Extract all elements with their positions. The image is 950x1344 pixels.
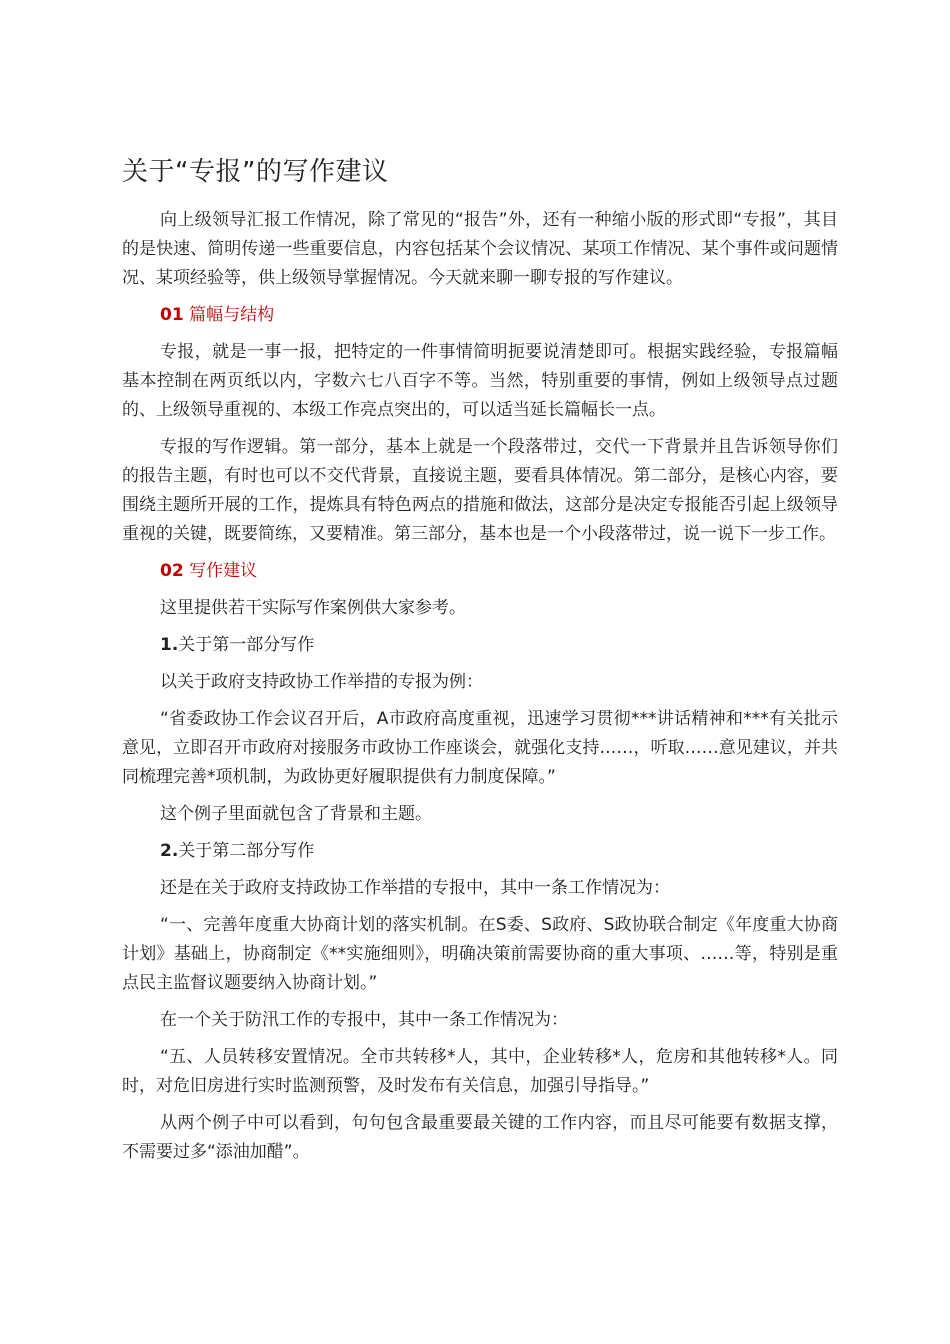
section-number: 01	[160, 305, 184, 325]
document-title: 关于“专报”的写作建议	[122, 157, 389, 187]
section-title: 写作建议	[189, 561, 258, 581]
body-paragraph: 专报，就是一事一报，把特定的一件事情简明扼要说清楚即可。根据实践经验，专报篇幅基本控制在两页纸以内，字数六七八百字不等。当然，特别重要的事情，例如上级领导点过题的、上级领导重视的、本级工作亮点突出的，可以适当延长篇幅长一点。	[122, 342, 838, 420]
sub-heading-number: 1.	[160, 635, 179, 655]
body-paragraph: 这个例子里面就包含了背景和主题。	[160, 804, 432, 824]
body-paragraph: 这里提供若干实际写作案例供大家参考。	[160, 598, 466, 618]
document-page	[122, 150, 838, 1175]
section-title: 篇幅与结构	[189, 305, 275, 325]
sub-heading-2	[122, 837, 838, 866]
body-paragraph: 以关于政府支持政协工作举措的专报为例：	[160, 672, 483, 692]
sub-heading-1	[122, 631, 838, 660]
sub-heading-title: 关于第一部分写作	[178, 635, 315, 655]
quote-paragraph: “一、完善年度重大协商计划的落实机制。在S委、S政府、S政协联合制定《年度重大协商计划》基础上，协商制定《**实施细则》，明确决策前需要协商的重大事项、……等，特别是重点民主监督议题要纳入协商计划。”	[122, 915, 838, 993]
body-paragraph: 专报的写作逻辑。第一部分，基本上就是一个段落带过，交代一下背景并且告诉领导你们的报告主题，有时也可以不交代背景，直接说主题，要看具体情况。第二部分，是核心内容，要围绕主题所开展的工作，提炼具有特色两点的措施和做法，这部分是决定专报能否引起上级领导重视的关键，既要简练，又要精准。第三部分，基本也是一个小段落带过，说一说下一步工作。	[122, 437, 838, 544]
section-number: 02	[160, 561, 184, 581]
sub-heading-number: 2.	[160, 841, 179, 861]
sub-heading-title: 关于第二部分写作	[178, 841, 315, 861]
intro-paragraph: 向上级领导汇报工作情况，除了常见的“报告”外，还有一种缩小版的形式即“专报”，其目的是快速、简明传递一些重要信息，内容包括某个会议情况、某项工作情况、某个事件或问题情况、某项经验等，供上级领导掌握情况。今天就来聊一聊专报的写作建议。	[122, 210, 838, 288]
quote-paragraph: “五、人员转移安置情况。全市共转移*人，其中，企业转移*人，危房和其他转移*人。同时，对危旧房进行实时监测预警，及时发布有关信息，加强引导指导。”	[122, 1047, 838, 1096]
quote-paragraph: “省委政协工作会议召开后，A市政府高度重视，迅速学习贯彻***讲话精神和***有关批示意见，立即召开市政府对接服务市政协工作座谈会，就强化支持……，听取……意见建议，并共同梳理完善*项机制，为政协更好履职提供有力制度保障。”	[122, 709, 838, 787]
body-paragraph: 在一个关于防汛工作的专报中，其中一条工作情况为：	[160, 1010, 568, 1030]
body-paragraph: 还是在关于政府支持政协工作举措的专报中，其中一条工作情况为：	[160, 878, 670, 898]
section-heading-2	[122, 557, 838, 586]
section-heading-1	[122, 301, 838, 330]
body-paragraph: 从两个例子中可以看到，句句包含最重要最关键的工作内容，而且尽可能要有数据支撑，不需要过多“添油加醋”。	[122, 1113, 838, 1162]
